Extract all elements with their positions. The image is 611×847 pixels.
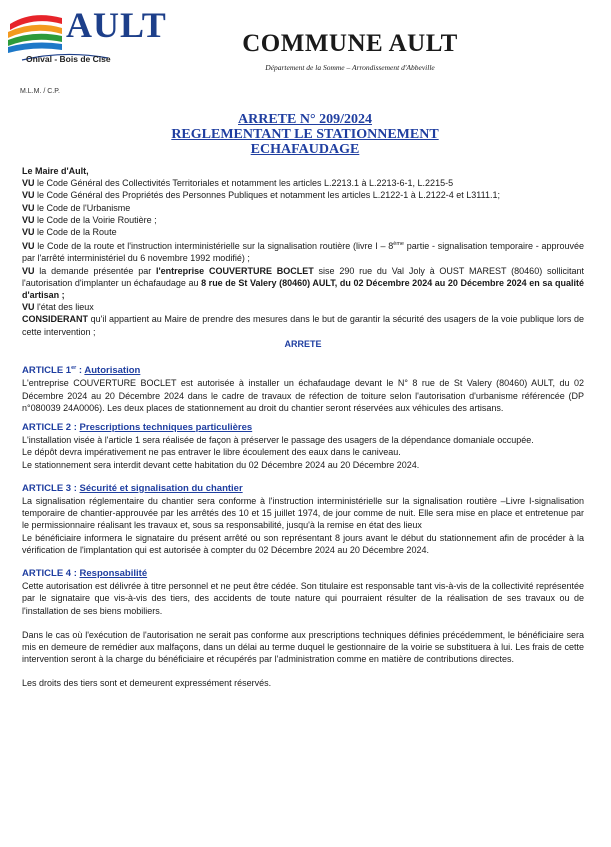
arrete-subject: REGLEMENTANT LE STATIONNEMENT — [171, 127, 439, 142]
vu-2: VU le Code Général des Propriétés des Personnes Publiques et notamment les articles L.2122-1 à L.2122-4 et L3111.1; — [22, 190, 500, 201]
article-4-paragraph-3: Les droits des tiers sont et demeurent expressément réservés. — [22, 678, 272, 689]
document-body — [22, 165, 584, 690]
logo-word: AULT — [66, 5, 167, 45]
arrete-object: ECHAFAUDAGE — [250, 142, 360, 157]
reference-initials: M.L.M. / C.P. — [20, 88, 60, 95]
article-3-heading: ARTICLE 3 : Sécurité et signalisation du chantier — [22, 482, 243, 494]
arrete-title — [100, 112, 510, 157]
article-1-heading: ARTICLE 1er : Autorisation — [22, 365, 141, 377]
article-2-line-1: L'installation visée à l'article 1 sera réalisée de façon à préserver le passage des usagers de la dépendance domaniale occupée. — [22, 435, 534, 446]
vu-4: VU le Code de la Voirie Routière ; — [22, 214, 157, 225]
considerant: CONSIDERANT qu'il appartient au Maire de prendre des mesures dans le but de garantir la sécurité des usagers de la voie publique lors de cette intervention ; — [22, 314, 584, 337]
vu-7: VU la demande présentée par l'entreprise COUVERTURE BOCLET sise 290 rue du Val Joly à OUST MAREST (80460) sollicitant l'autorisation d'implanter un échafaudage au 8 rue de St Valery (80460) AULT, du 02 Décembre 2024 au 20 Décembre 2024 en sa qualité d'artisan ; — [22, 265, 584, 301]
article-2-line-3: Le stationnement sera interdit devant cette habitation du 02 Décembre 2024 au 20 Décembre 2024. — [22, 459, 420, 470]
logo-subtitle: Onival - Bois de Cise — [26, 54, 111, 64]
maire-line: Le Maire d'Ault, — [22, 166, 89, 176]
article-4-heading: ARTICLE 4 : Responsabilité — [22, 568, 148, 580]
vu-3: VU le Code de l'Urbanisme — [22, 202, 131, 213]
article-3-paragraph-2: Le bénéficiaire informera le signataire du présent arrêté ou son représentant 8 jours avant le début du stationnement afin de procéder à la vérification de l'implantation qui est autorisée à compter du 02 Décembre 2024 au 20 Décembre 2024. — [22, 532, 584, 555]
article-1-text: L'entreprise COUVERTURE BOCLET est autorisée à installer un échafaudage devant le N° 8 rue de St Valery (80460) AULT, du 02 Décembre 2024 au 20 Décembre 2024 dans le cadre de travaux de réfection de toiture selon l'autorisation d'urbanisme référencée (DP n°080039 24A0006). Les deux places de stationnement au droit du chantier seront réservées aux véhicules des artisans. — [22, 378, 584, 413]
vu-8: VU l'état des lieux — [22, 302, 94, 313]
article-4-paragraph-1: Cette autorisation est délivrée à titre personnel et ne peut être cédée. Son titulaire est responsable tant vis-à-vis de la collectivité représentée par le signataire que vis-à-vis des tiers, des accidents de toute nature qui pourraient résulter de la réalisation de ses travaux ou de l'installation de ses biens mobiliers. — [22, 581, 584, 616]
vu-1: VU le Code Général des Collectivités Territoriales et notamment les articles L.2213.1 à L.2213-6-1, L.2215-5 — [22, 178, 454, 189]
article-2-heading: ARTICLE 2 : Prescriptions techniques particulières — [22, 422, 253, 434]
ault-logo — [4, 4, 167, 76]
article-4-paragraph-2: Dans le cas où l'exécution de l'autorisation ne serait pas conforme aux prescriptions techniques définies précédemment, le bénéficiaire sera mis en demeure de remédier aux malfaçons, dans un délai au terme duquel le gestionnaire de la voirie se substituera à lui. Les frais de cette intervention seront à la charge du bénéficiaire et récupérés par l'administration comme en matière de contributions directes. — [22, 629, 584, 665]
arrete-number: ARRETE N° 209/2024 — [238, 112, 372, 127]
article-3-paragraph-1: La signalisation réglementaire du chantier sera conforme à l'instruction interministérielle sur la signalisation routière –Livre I-signalisation temporaire de chantier-approuvée par les arrêtés des 10 et 15 juillet 1974, de jour comme de nuit. Elle sera mise en place et entretenue par le permissionnaire réalisant les travaux et, sous sa responsabilité, jusqu'à la remise en état des lieux — [22, 496, 584, 531]
article-2-line-2: Le dépôt devra impérativement ne pas entraver le libre écoulement des eaux dans le caniveau. — [22, 447, 401, 458]
arrete-heading: ARRETE — [284, 338, 322, 349]
department-line: Département de la Somme – Arrondissement d'Abbeville — [265, 63, 435, 72]
vu-6: VU le Code de la route et l'instruction interministérielle sur la signalisation routière (livre I – 8ème partie - signalisation temporaire - approuvée par l'arrêté interministériel du 6 novembre 1992 modifié) ; — [22, 241, 585, 264]
vu-5: VU le Code de la Route — [22, 227, 117, 238]
commune-heading: COMMUNE AULT — [242, 30, 458, 57]
